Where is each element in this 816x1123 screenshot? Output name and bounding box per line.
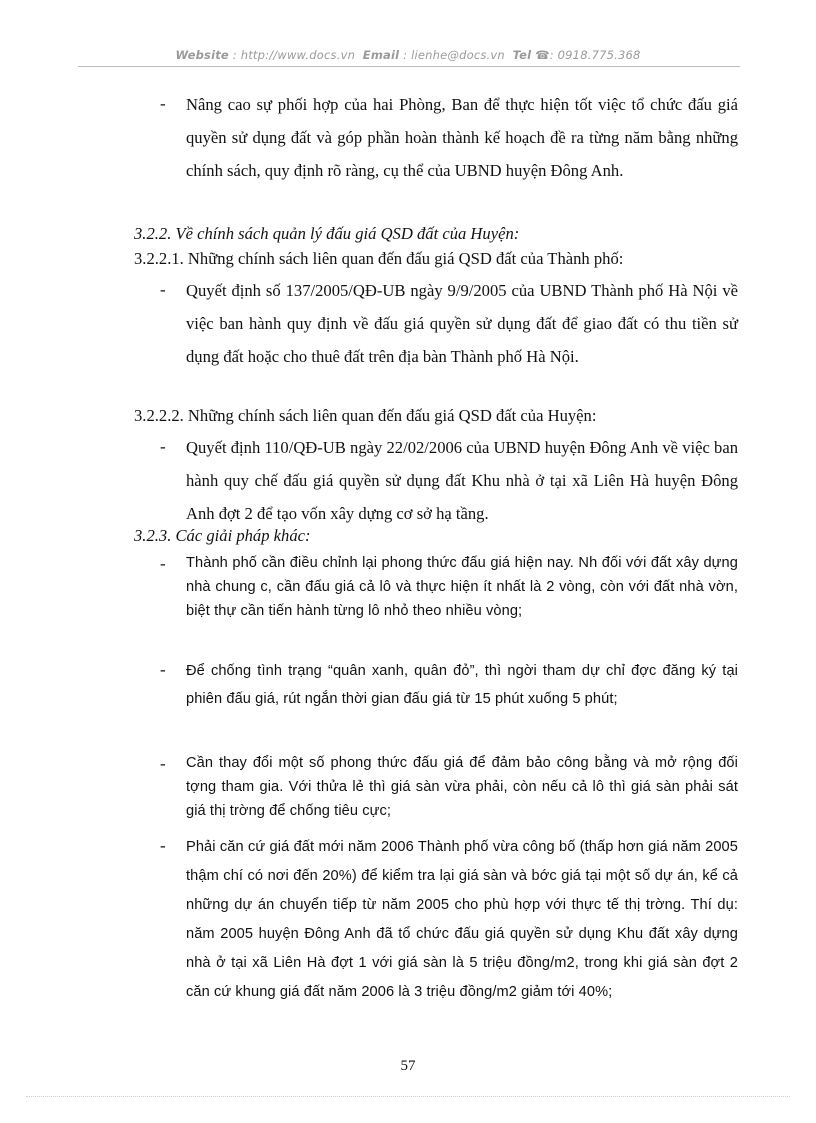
section-heading-3-2-2: 3.2.2. Về chính sách quản lý đấu giá QSD đất của Huyện: <box>134 224 520 243</box>
email-value: : lienhe@docs.vn <box>403 48 505 62</box>
bullet-dash: - <box>160 660 166 679</box>
page-number: 57 <box>400 1058 416 1074</box>
bullet-dash: - <box>160 554 166 573</box>
paragraph-auction-method: Thành phố cần điều chỉnh lại phong thức đấu giá hiện nay. Nh đối với đất xây dựng nhà chung c, cần đấu giá cả lô và thực hiện ít nhất là 2 vòng, còn với đất nhà vờn, biệt thự cần tiến hành từng lô nhỏ theo nhiều vòng; <box>186 555 738 619</box>
website-label: Website <box>175 48 229 62</box>
paragraph-decision-110: Quyết định 110/QĐ-UB ngày 22/02/2006 của UBND huyện Đông Anh về việc ban hành quy chế đấu giá quyền sử dụng đất Khu nhà ở tại xã Liên Hà huyện Đông Anh đợt 2 để tạo vốn xây dựng cơ sở hạ tầng. <box>186 438 738 523</box>
bullet-dash: - <box>160 437 166 456</box>
paragraph-fairness: Cần thay đổi một số phong thức đấu giá để đảm bảo công bằng và mở rộng đối tợng tham gia. Với thửa lẻ thì giá sàn vừa phải, còn nếu cả lô thì giá sàn phải sát giá thị trờng để chống tiêu cực; <box>186 755 738 819</box>
bullet-dash: - <box>160 836 166 855</box>
paragraph-decision-137: Quyết định số 137/2005/QĐ-UB ngày 9/9/2005 của UBND Thành phố Hà Nội về việc ban hành quy định về đấu giá quyền sử dụng đất để giao đất có thu tiền sử dụng đất hoặc cho thuê đất trên địa bàn Thành phố Hà Nội. <box>186 281 738 366</box>
tel-value: ☎: 0918.775.368 <box>535 48 641 62</box>
email-label: Email <box>362 48 400 62</box>
paragraph-coordination: Nâng cao sự phối hợp của hai Phòng, Ban để thực hiện tốt việc tổ chức đấu giá quyền sử dụng đất và góp phần hoàn thành kế hoạch đề ra từng năm bằng những chính sách, quy định rõ ràng, cụ thể của UBND huyện Đông Anh. <box>186 95 738 180</box>
website-value: : http://www.docs.vn <box>232 48 356 62</box>
bullet-dash: - <box>160 94 166 113</box>
bullet-dash: - <box>160 754 166 773</box>
subsection-heading-3-2-2-2: 3.2.2.2. Những chính sách liên quan đến đấu giá QSD đất của Huyện: <box>134 406 597 425</box>
footer-divider <box>26 1096 790 1097</box>
header-divider <box>78 66 740 67</box>
subsection-heading-3-2-2-1: 3.2.2.1. Những chính sách liên quan đến đấu giá QSD đất của Thành phố: <box>134 249 624 268</box>
bullet-dash: - <box>160 280 166 299</box>
page-header <box>0 48 816 62</box>
paragraph-anti-collusion: Để chống tình trạng “quân xanh, quân đỏ”, thì ngời tham dự chỉ đợc đăng ký tại phiên đấu giá, rút ngắn thời gian đấu giá từ 15 phút xuống 5 phút; <box>186 663 738 707</box>
section-heading-3-2-3: 3.2.3. Các giải pháp khác: <box>134 526 311 545</box>
paragraph-land-price-2006: Phải căn cứ giá đất mới năm 2006 Thành phố vừa công bố (thấp hơn giá năm 2005 thậm chí có nơi đến 20%) để kiểm tra lại giá sàn và bớc giá tại một số dự án, kể cả những dự án chuyển tiếp từ năm 2005 cho phù hợp với thực tế thị trờng. Thí dụ: năm 2005 huyện Đông Anh đã tổ chức đấu giá quyền sử dụng Khu đất xây dựng nhà ở tại xã Liên Hà đợt 1 với giá sàn là 5 triệu đồng/m2, trong khi giá sàn đợt 2 căn cứ khung giá đất năm 2006 là 3 triệu đồng/m2 giảm tới 40%; <box>186 839 738 1000</box>
tel-label: Tel <box>512 48 532 62</box>
